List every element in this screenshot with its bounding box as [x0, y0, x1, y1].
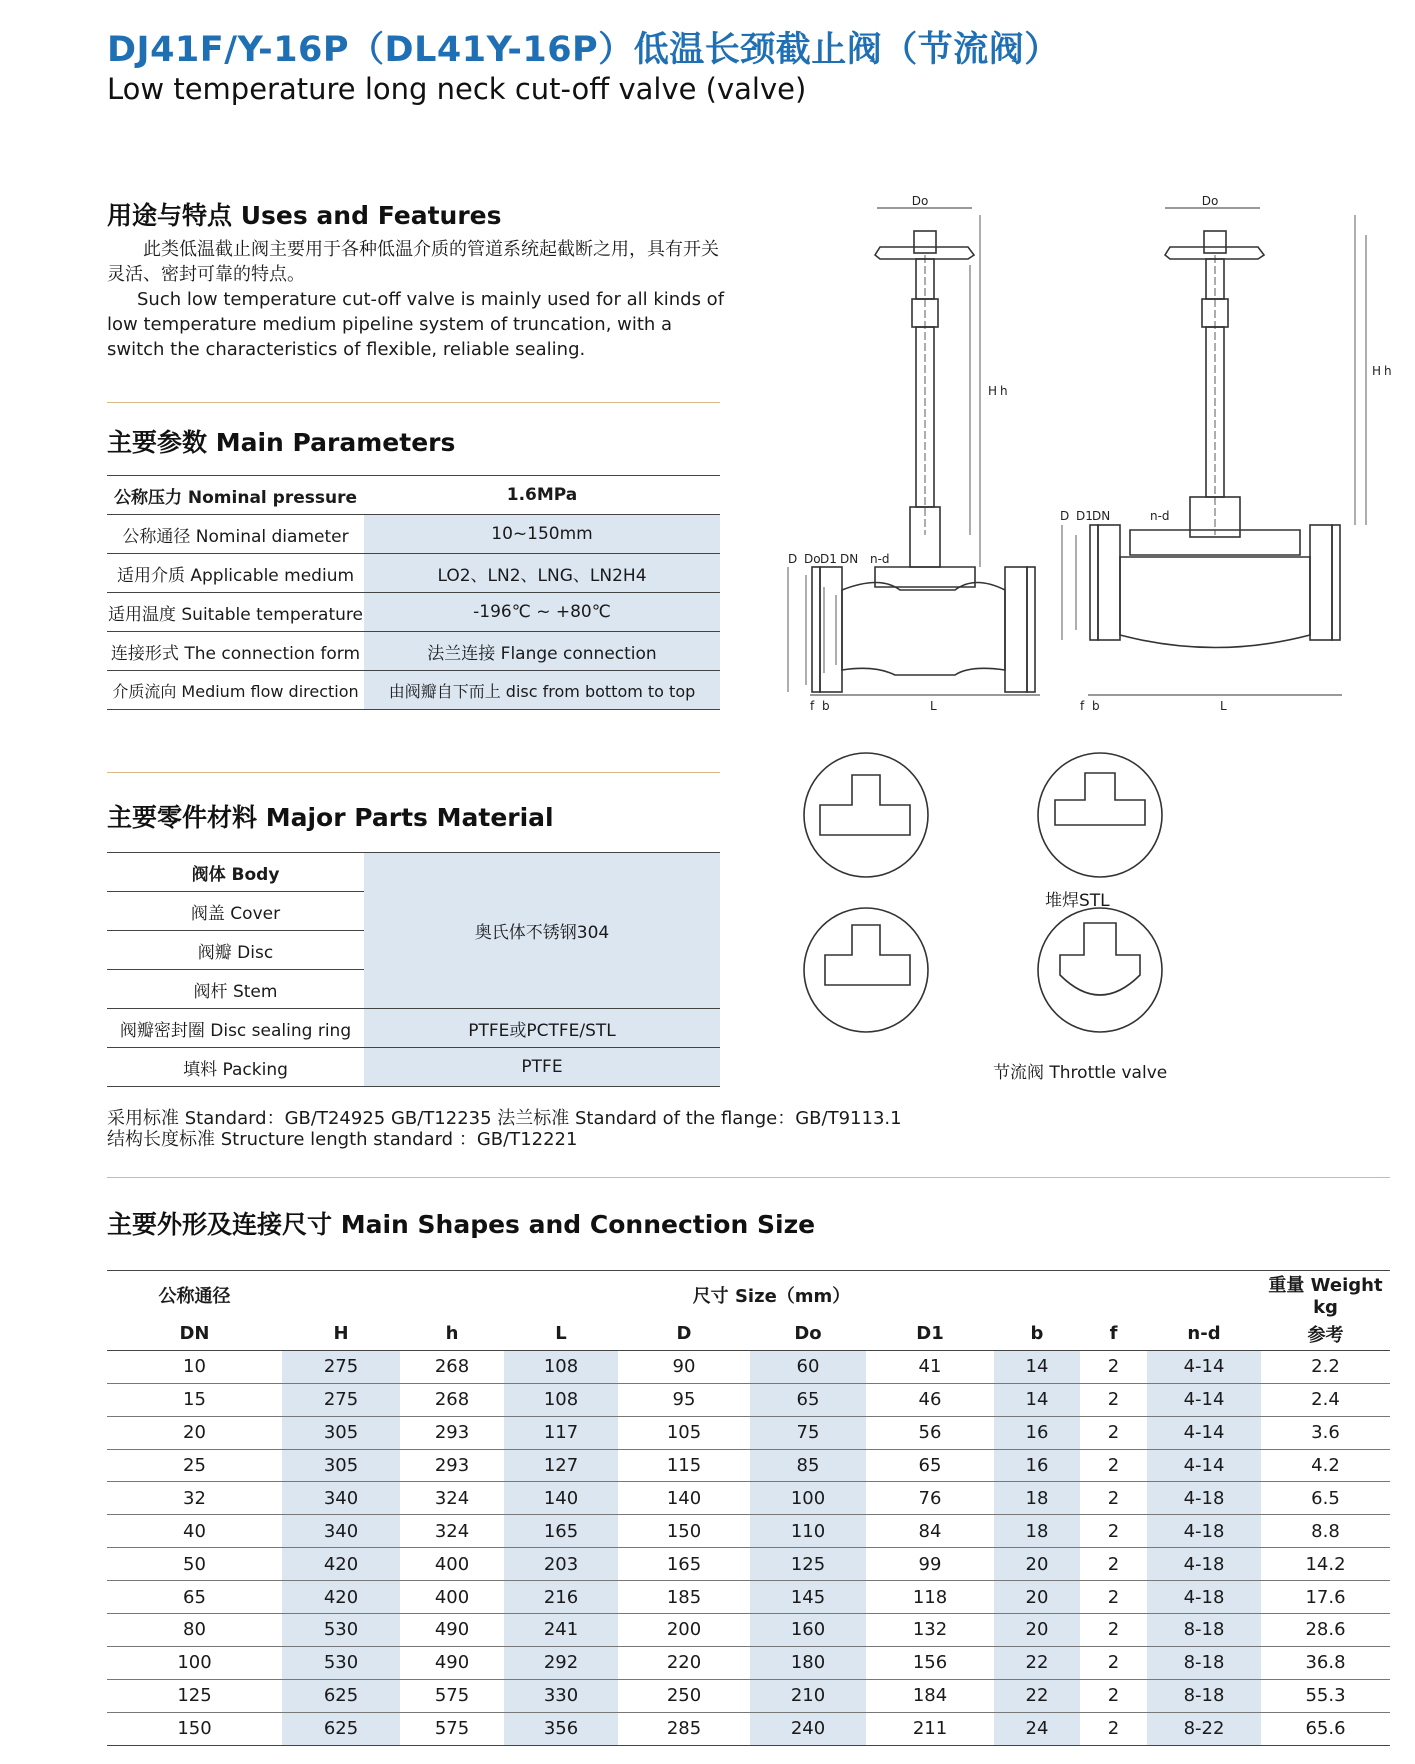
table-row — [107, 593, 720, 632]
table-cell: 203 — [504, 1548, 618, 1581]
col-header: H — [282, 1318, 400, 1350]
table-cell: 160 — [750, 1614, 866, 1647]
param-value: LO2、LN2、LNG、LN2H4 — [364, 554, 720, 593]
group-weight-label: 重量 Weight kg — [1261, 1271, 1390, 1319]
table-cell: 4-14 — [1147, 1383, 1261, 1416]
table-cell: 24 — [994, 1712, 1080, 1745]
param-label: 公称通径 Nominal diameter — [107, 515, 364, 554]
table-cell: 268 — [400, 1383, 504, 1416]
table-cell: 140 — [504, 1482, 618, 1515]
table-cell: 4-14 — [1147, 1416, 1261, 1449]
table-cell: 340 — [282, 1482, 400, 1515]
table-cell: 80 — [107, 1614, 282, 1647]
table-cell: 4-14 — [1147, 1350, 1261, 1383]
standard-line-2: 结构长度标准 Structure length standard ：GB/T12221 — [107, 1129, 578, 1150]
table-row — [107, 1515, 1390, 1548]
throttle-valve-label: 节流阀 Throttle valve — [993, 1063, 1168, 1083]
table-cell: 275 — [282, 1350, 400, 1383]
table-cell: 4-14 — [1147, 1449, 1261, 1482]
table-cell: 22 — [994, 1679, 1080, 1712]
dim-label-do: Do — [1201, 195, 1219, 208]
table-cell: 16 — [994, 1416, 1080, 1449]
table-cell: 4-18 — [1147, 1548, 1261, 1581]
table-cell: 76 — [866, 1482, 994, 1515]
table-header — [107, 1318, 1390, 1350]
table-group-header — [107, 1271, 1390, 1319]
table-cell: 4-18 — [1147, 1581, 1261, 1614]
dim-label-d1: D1 — [1076, 509, 1093, 523]
table-cell: 8.8 — [1261, 1515, 1390, 1548]
table-row — [107, 1449, 1390, 1482]
material-value: 奥氏体不锈钢304 — [364, 853, 720, 1009]
table-cell: 115 — [618, 1449, 750, 1482]
table-cell: 110 — [750, 1515, 866, 1548]
table-cell: 2.4 — [1261, 1383, 1390, 1416]
table-row — [107, 1614, 1390, 1647]
table-cell: 330 — [504, 1679, 618, 1712]
table-row — [107, 515, 720, 554]
table-row — [107, 853, 720, 892]
table-cell: 292 — [504, 1646, 618, 1679]
table-cell: 293 — [400, 1416, 504, 1449]
table-cell: 2 — [1080, 1548, 1147, 1581]
col-header: b — [994, 1318, 1080, 1350]
dim-label-b: b — [1092, 699, 1100, 713]
table-cell: 90 — [618, 1350, 750, 1383]
col-header: D1 — [866, 1318, 994, 1350]
params-heading: 主要参数 Main Parameters — [107, 428, 456, 457]
table-cell: 60 — [750, 1350, 866, 1383]
material-value: PTFE — [364, 1048, 720, 1087]
table-cell: 125 — [107, 1679, 282, 1712]
table-cell: 285 — [618, 1712, 750, 1745]
table-cell: 2 — [1080, 1679, 1147, 1712]
table-cell: 20 — [107, 1416, 282, 1449]
table-cell: 25 — [107, 1449, 282, 1482]
dim-label-do-flange: Do — [804, 552, 821, 566]
col-header: D — [618, 1318, 750, 1350]
table-cell: 95 — [618, 1383, 750, 1416]
col-header: Do — [750, 1318, 866, 1350]
uses-paragraph-cn: 此类低温截止阀主要用于各种低温介质的管道系统起截断之用，具有开关灵活、密封可靠的特点。 — [107, 239, 719, 285]
table-cell: 165 — [504, 1515, 618, 1548]
table-cell: 20 — [994, 1548, 1080, 1581]
table-cell: 420 — [282, 1548, 400, 1581]
dim-label-f: f — [1080, 699, 1085, 713]
table-cell: 575 — [400, 1679, 504, 1712]
col-header: 参考 — [1261, 1318, 1390, 1350]
table-cell: 268 — [400, 1350, 504, 1383]
table-cell: 125 — [750, 1548, 866, 1581]
uses-heading: 用途与特点 Uses and Features — [107, 201, 502, 230]
table-row — [107, 1416, 1390, 1449]
param-label: 介质流向 Medium flow direction — [107, 671, 364, 710]
table-cell: 118 — [866, 1581, 994, 1614]
dim-label-dn: DN — [1092, 509, 1111, 523]
dim-label-nd: n-d — [1150, 509, 1170, 523]
table-cell: 10 — [107, 1350, 282, 1383]
table-cell: 8-18 — [1147, 1646, 1261, 1679]
table-cell: 100 — [750, 1482, 866, 1515]
table-cell: 216 — [504, 1581, 618, 1614]
valve-elevation-left — [788, 208, 1040, 695]
table-row — [107, 1581, 1390, 1614]
dim-label-h-small: h — [1000, 384, 1008, 398]
materials-table — [107, 852, 720, 1087]
part-label: 阀盖 Cover — [107, 892, 364, 931]
table-cell: 50 — [107, 1548, 282, 1581]
table-row — [107, 1048, 720, 1087]
table-cell: 20 — [994, 1581, 1080, 1614]
table-cell: 490 — [400, 1614, 504, 1647]
table-cell: 2 — [1080, 1581, 1147, 1614]
table-cell: 140 — [618, 1482, 750, 1515]
table-cell: 108 — [504, 1350, 618, 1383]
table-cell: 41 — [866, 1350, 994, 1383]
part-label: 阀杆 Stem — [107, 970, 364, 1009]
table-cell: 400 — [400, 1548, 504, 1581]
stl-label: 堆焊STL — [1045, 891, 1110, 911]
table-cell: 4.2 — [1261, 1449, 1390, 1482]
table-row — [107, 1679, 1390, 1712]
param-value: 法兰连接 Flange connection — [364, 632, 720, 671]
table-cell: 15 — [107, 1383, 282, 1416]
table-row — [107, 1548, 1390, 1581]
table-cell: 14.2 — [1261, 1548, 1390, 1581]
table-cell: 185 — [618, 1581, 750, 1614]
col-header: h — [400, 1318, 504, 1350]
table-cell: 324 — [400, 1515, 504, 1548]
table-cell: 55.3 — [1261, 1679, 1390, 1712]
param-value: 10~150mm — [364, 515, 720, 554]
dim-label-h: H — [1372, 364, 1382, 378]
table-row — [107, 554, 720, 593]
table-cell: 32 — [107, 1482, 282, 1515]
table-cell: 184 — [866, 1679, 994, 1712]
table-cell: 100 — [107, 1646, 282, 1679]
table-cell: 211 — [866, 1712, 994, 1745]
table-cell: 2 — [1080, 1646, 1147, 1679]
table-cell: 75 — [750, 1416, 866, 1449]
table-cell: 132 — [866, 1614, 994, 1647]
table-cell: 156 — [866, 1646, 994, 1679]
table-cell: 145 — [750, 1581, 866, 1614]
page-title: DJ41F/Y-16P（DL41Y-16P）低温长颈截止阀（节流阀） — [107, 30, 1060, 70]
table-cell: 99 — [866, 1548, 994, 1581]
table-row — [107, 671, 720, 710]
material-value: PTFE或PCTFE/STL — [364, 1009, 720, 1048]
table-cell: 40 — [107, 1515, 282, 1548]
param-label: 适用温度 Suitable temperature — [107, 593, 364, 632]
table-cell: 340 — [282, 1515, 400, 1548]
table-cell: 305 — [282, 1449, 400, 1482]
table-cell: 275 — [282, 1383, 400, 1416]
table-cell: 165 — [618, 1548, 750, 1581]
table-cell: 4-18 — [1147, 1515, 1261, 1548]
table-cell: 530 — [282, 1614, 400, 1647]
table-row — [107, 1383, 1390, 1416]
table-cell: 56 — [866, 1416, 994, 1449]
table-cell: 84 — [866, 1515, 994, 1548]
table-cell: 117 — [504, 1416, 618, 1449]
table-cell: 65 — [866, 1449, 994, 1482]
table-cell: 3.6 — [1261, 1416, 1390, 1449]
table-cell: 65.6 — [1261, 1712, 1390, 1745]
table-cell: 14 — [994, 1350, 1080, 1383]
divider — [107, 402, 720, 403]
group-size-label: 尺寸 Size（mm） — [282, 1271, 1261, 1319]
table-row — [107, 1712, 1390, 1745]
table-cell: 22 — [994, 1646, 1080, 1679]
table-cell: 150 — [618, 1515, 750, 1548]
table-cell: 200 — [618, 1614, 750, 1647]
table-cell: 2 — [1080, 1350, 1147, 1383]
table-cell: 180 — [750, 1646, 866, 1679]
table-cell: 65 — [107, 1581, 282, 1614]
table-cell: 8-22 — [1147, 1712, 1261, 1745]
uses-paragraph-en: Such low temperature cut-off valve is mainly used for all kinds of low temperature medium pipeline system of truncation, with a switch the characteristics of flexible, reliable sealing. — [107, 289, 725, 360]
table-cell: 8-18 — [1147, 1679, 1261, 1712]
dim-label-nd: n-d — [870, 552, 890, 566]
dim-label-d1: D1 — [820, 552, 837, 566]
table-cell: 490 — [400, 1646, 504, 1679]
table-cell: 16 — [994, 1449, 1080, 1482]
dim-label-b: b — [822, 699, 830, 713]
table-cell: 293 — [400, 1449, 504, 1482]
param-value: -196℃ ~ +80℃ — [364, 593, 720, 632]
table-cell: 85 — [750, 1449, 866, 1482]
col-header: f — [1080, 1318, 1147, 1350]
table-cell: 2 — [1080, 1449, 1147, 1482]
table-cell: 240 — [750, 1712, 866, 1745]
table-cell: 20 — [994, 1614, 1080, 1647]
table-cell: 324 — [400, 1482, 504, 1515]
table-cell: 356 — [504, 1712, 618, 1745]
table-cell: 17.6 — [1261, 1581, 1390, 1614]
table-cell: 530 — [282, 1646, 400, 1679]
part-label: 阀瓣密封圈 Disc sealing ring — [107, 1009, 364, 1048]
table-cell: 8-18 — [1147, 1614, 1261, 1647]
table-cell: 127 — [504, 1449, 618, 1482]
page-subtitle: Low temperature long neck cut-off valve (valve) — [107, 72, 807, 106]
group-dn-label: 公称通径 — [107, 1271, 282, 1319]
sizes-table — [107, 1270, 1390, 1746]
param-value: 1.6MPa — [364, 476, 720, 515]
table-cell: 4-18 — [1147, 1482, 1261, 1515]
table-row — [107, 1482, 1390, 1515]
sizes-heading: 主要外形及连接尺寸 Main Shapes and Connection Size — [107, 1210, 816, 1239]
dim-label-l: L — [1220, 699, 1227, 713]
table-cell: 220 — [618, 1646, 750, 1679]
table-cell: 210 — [750, 1679, 866, 1712]
part-label: 阀瓣 Disc — [107, 931, 364, 970]
part-label: 阀体 Body — [107, 853, 364, 892]
table-cell: 65 — [750, 1383, 866, 1416]
table-cell: 28.6 — [1261, 1614, 1390, 1647]
table-cell: 150 — [107, 1712, 282, 1745]
table-cell: 2 — [1080, 1712, 1147, 1745]
table-cell: 36.8 — [1261, 1646, 1390, 1679]
materials-heading: 主要零件材料 Major Parts Material — [107, 803, 554, 832]
table-cell: 105 — [618, 1416, 750, 1449]
dim-label-do: Do — [911, 195, 929, 208]
table-cell: 305 — [282, 1416, 400, 1449]
param-label: 公称压力 Nominal pressure — [107, 476, 364, 515]
param-label: 连接形式 The connection form — [107, 632, 364, 671]
dim-label-d: D — [1060, 509, 1070, 523]
dim-label-d: D — [788, 552, 798, 566]
table-cell: 400 — [400, 1581, 504, 1614]
col-header: DN — [107, 1318, 282, 1350]
dim-label-l: L — [930, 699, 937, 713]
col-header: n-d — [1147, 1318, 1261, 1350]
standard-line-1: 采用标准 Standard：GB/T24925 GB/T12235 法兰标准 Standard of the flange：GB/T9113.1 — [107, 1108, 902, 1129]
table-row — [107, 476, 720, 515]
valve-drawing — [780, 195, 1400, 1095]
table-cell: 625 — [282, 1679, 400, 1712]
table-cell: 18 — [994, 1482, 1080, 1515]
table-cell: 575 — [400, 1712, 504, 1745]
table-cell: 250 — [618, 1679, 750, 1712]
table-cell: 2 — [1080, 1482, 1147, 1515]
table-cell: 420 — [282, 1581, 400, 1614]
table-cell: 2 — [1080, 1515, 1147, 1548]
part-label: 填料 Packing — [107, 1048, 364, 1087]
table-row — [107, 1350, 1390, 1383]
dim-label-h: H — [988, 384, 998, 398]
col-header: L — [504, 1318, 618, 1350]
table-cell: 2 — [1080, 1383, 1147, 1416]
table-row — [107, 1646, 1390, 1679]
table-cell: 2.2 — [1261, 1350, 1390, 1383]
table-row — [107, 632, 720, 671]
table-cell: 2 — [1080, 1614, 1147, 1647]
table-cell: 241 — [504, 1614, 618, 1647]
table-cell: 6.5 — [1261, 1482, 1390, 1515]
valve-elevation-right — [1062, 208, 1366, 695]
table-row — [107, 1009, 720, 1048]
params-table — [107, 475, 720, 710]
table-cell: 14 — [994, 1383, 1080, 1416]
divider — [107, 1177, 1390, 1178]
dim-label-h-small: h — [1384, 364, 1392, 378]
table-cell: 46 — [866, 1383, 994, 1416]
table-cell: 625 — [282, 1712, 400, 1745]
table-cell: 2 — [1080, 1416, 1147, 1449]
dim-label-f: f — [810, 699, 815, 713]
param-value: 由阀瓣自下而上 disc from bottom to top — [364, 671, 720, 710]
param-label: 适用介质 Applicable medium — [107, 554, 364, 593]
table-cell: 108 — [504, 1383, 618, 1416]
divider — [107, 772, 720, 773]
dim-label-dn: DN — [840, 552, 859, 566]
table-cell: 18 — [994, 1515, 1080, 1548]
